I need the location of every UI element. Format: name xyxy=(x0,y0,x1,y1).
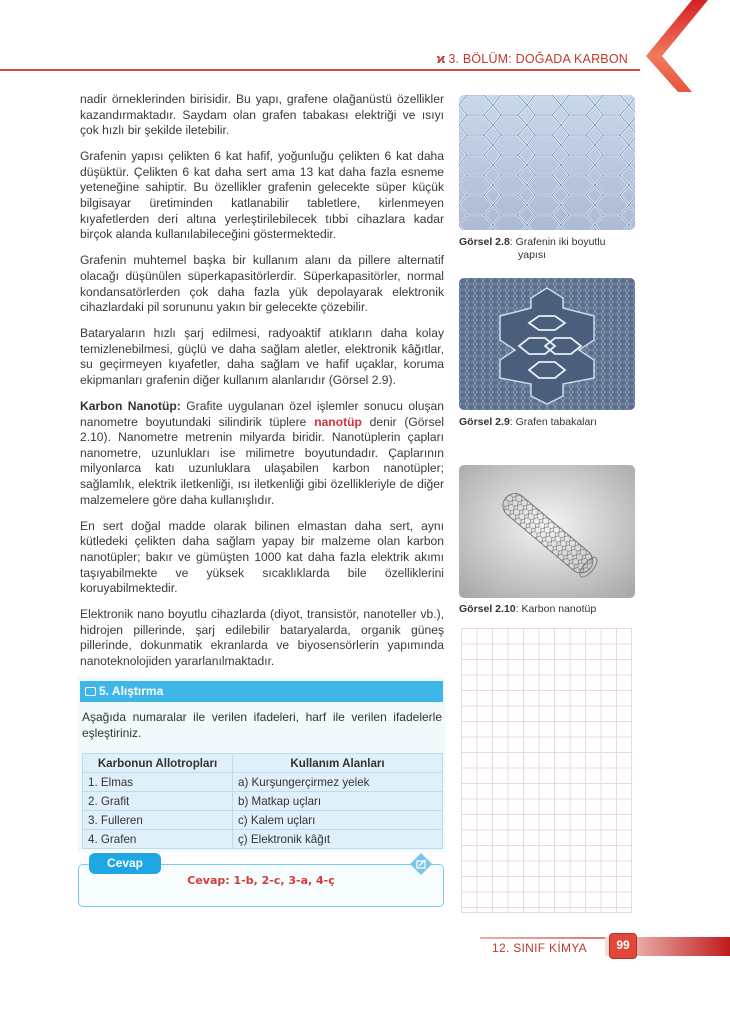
answer-badge: Cevap xyxy=(89,853,161,874)
table-row: 2. Grafit b) Matkap uçları xyxy=(83,792,443,811)
pencil-diamond-icon xyxy=(410,853,432,875)
paragraph: En sert doğal madde olarak bilinen elmastan daha sert, aynı kütledeki çelikten daha sağlam yapay bir malzeme olan karbon nanotüpler; bakır ve gümüşten 1000 kat daha fazla elektrik akımı taşıyabilmekte ve yüksek sıcaklıklarda bile özelliklerini koruyabilmektedir. xyxy=(80,518,444,596)
header-chevron-decoration xyxy=(630,0,730,100)
answer-text: Cevap: 1-b, 2-c, 3-a, 4-ç xyxy=(187,874,335,887)
page-number: 99 xyxy=(609,933,637,959)
main-text-column xyxy=(80,92,444,680)
chapter-mark-icon: ϰ xyxy=(436,52,446,66)
notes-grid xyxy=(461,628,632,913)
table-row: 1. Elmas a) Kurşungerçirmez yelek xyxy=(83,773,443,792)
figure-caption: Görsel 2.9: Grafen tabakaları xyxy=(459,416,597,428)
nanotube-paragraph: Karbon Nanotüp: Grafite uygulanan özel işlemler sonucu oluşan nanometre boyutundaki silindirik tüplere nanotüp denir (Görsel 2.10). Nanometre metrenin milyarda biridir. Nanotüplerin çapları nanometre, uzunlukları ise milimetre boyutundadır. Çaplarının milyonlarca katı uzunluklara ulaşabilen karbon nanotüpler; sağlamlık, elektrik iletkenliği, ısı iletkenliği gibi özellikleriyle de diğer malzemelere göre daha kullanışlıdır. xyxy=(80,399,445,507)
exercise-header: 5. Alıştırma xyxy=(80,681,443,702)
exercise-description: Aşağıda numaralar ile verilen ifadeleri, harf ile verilen ifadelerle eşleştiriniz. xyxy=(82,710,442,740)
graphene-layers-image xyxy=(459,278,635,410)
paragraph: Grafenin muhtemel başka bir kullanım alanı da pillere alternatif olacağı düşünülen süperkapasitörlerdir. Süperkapasitörler, normal kondansatörlerden çok daha fazla yük depolayarak elektronik cihazlardaki pil sorununu yakın bir gelecekte çözebilir. xyxy=(80,253,444,315)
paragraph: nadir örneklerinden birisidir. Bu yapı, grafene olağanüstü özellikler kazandırmaktadır. Saydam olan grafen tabakası elektriği ve ısıyı çok hızlı bir şekilde iletebilir. xyxy=(80,92,444,138)
header-rule xyxy=(0,69,640,71)
book-title: 12. SINIF KİMYA xyxy=(492,941,587,955)
highlighted-term: nanotüp xyxy=(314,414,362,429)
chapter-title: ϰ 3. BÖLÜM: DOĞADA KARBON xyxy=(436,52,628,66)
table-row: 4. Grafen ç) Elektronik kâğıt xyxy=(83,830,443,849)
paragraph: Grafenin yapısı çelikten 6 kat hafif, yoğunluğu çelikten 6 kat daha düşüktür. Çelikten 6 kat daha sert ama 13 kat daha fazla esneme yeteneğine sahiptir. Bu özellikler grafenin gelecekte süper küçük bilgisayar üretiminden katlanabilir tabletlere, kirlenmeyen kıyafetlerden deri altına yerleştirilebilecek tıbbi cihazlara kadar birçok alanda kullanılabileceğini göstermektedir. xyxy=(80,149,444,242)
paragraph: Bataryaların hızlı şarj edilmesi, radyoaktif atıkların daha kolay temizlenebilmesi, güçlü ve daha sağlam aletler, elektronik kâğıtlar, su geçirmeyen kıyafetler, daha sağlam ve hafif uçaklar, koruma ekipmanları grafenin diğer kullanım alanlarıdır (Görsel 2.9). xyxy=(80,326,444,387)
figure-caption: Görsel 2.10: Karbon nanotüp xyxy=(459,603,597,615)
column-header: Karbonun Allotropları xyxy=(83,754,233,773)
nanotube-term: Karbon Nanotüp: xyxy=(80,399,181,414)
matching-table xyxy=(82,753,443,849)
paragraph: Elektronik nano boyutlu cihazlarda (diyot, transistör, nanoteller vb.), hidrojen pillerinde, şarj edilebilir bataryalarda, organik güneş pillerinde, dokunmatik ekranlarda ve biyosensörlerin yapımında nanoteknolojiden yararlanılmaktadır. xyxy=(80,607,444,668)
column-header: Kullanım Alanları xyxy=(233,754,443,773)
exercise-icon xyxy=(85,687,96,696)
graphene-sheet-image xyxy=(459,95,635,230)
carbon-nanotube-image xyxy=(459,465,635,598)
figure-caption: Görsel 2.8: Grafenin iki boyutlu yapısı xyxy=(459,236,606,261)
table-row: 3. Fulleren c) Kalem uçları xyxy=(83,811,443,830)
